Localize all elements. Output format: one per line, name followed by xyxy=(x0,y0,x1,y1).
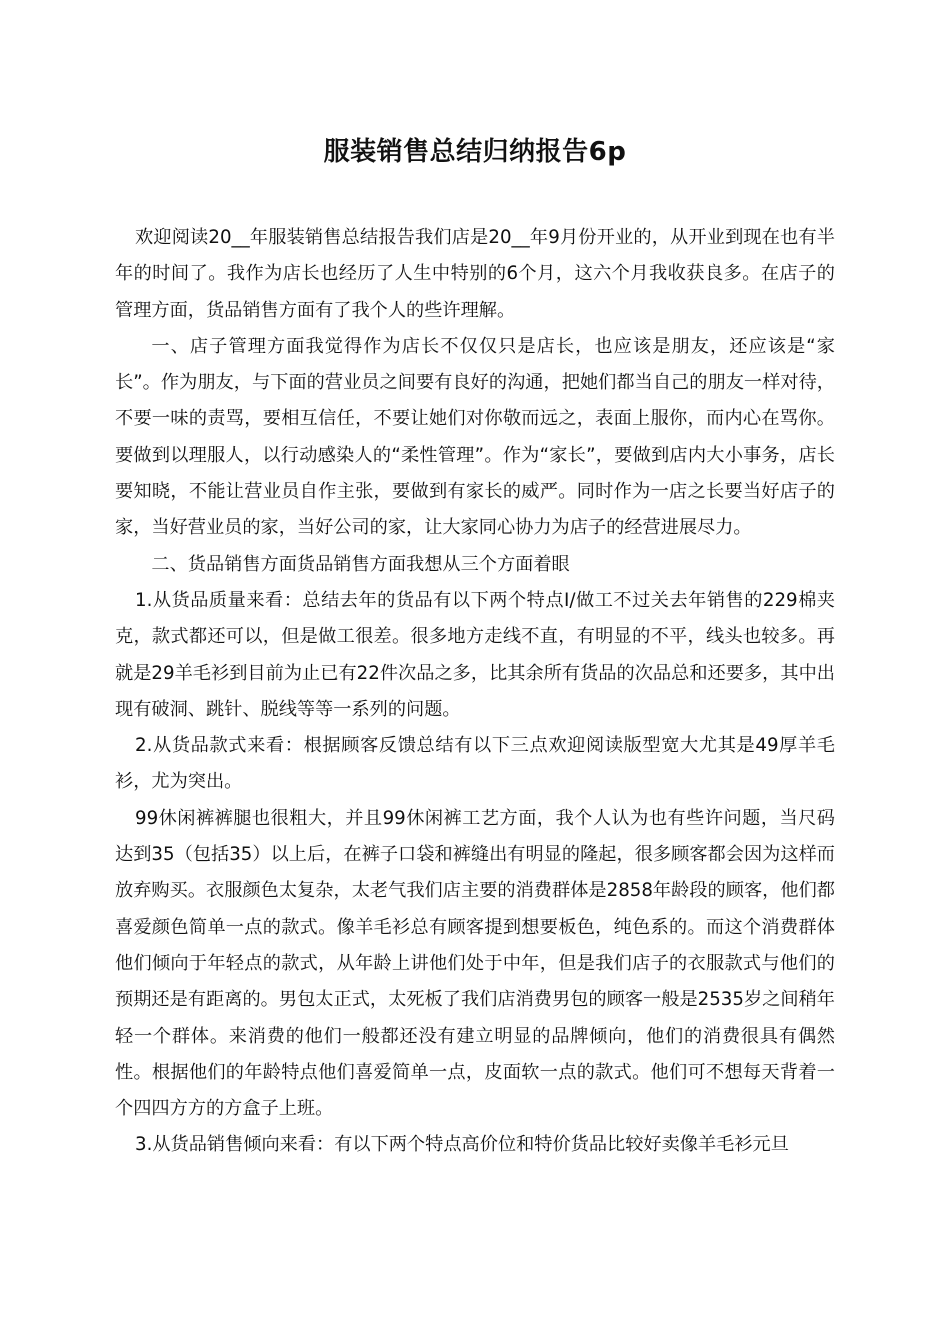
paragraph-store-management: 一、店子管理方面我觉得作为店长不仅仅只是店长，也应该是朋友，还应该是“家长”。作为朋友，与下面的营业员之间要有良好的沟通，把她们都当自己的朋友一样对待，不要一味的责骂，要相互信任，不要让她们对你敬而远之，表面上服你，而内心在骂你。要做到以理服人，以行动感染人的“柔性管理”。作为“家长”，要做到店内大小事务，店长要知晓，不能让营业员自作主张，要做到有家长的威严。同时作为一店之长要当好店子的家，当好营业员的家，当好公司的家，让大家同心协力为店子的经营进展尽力。 xyxy=(115,335,835,539)
paragraph-quality: 1.从货品质量来看：总结去年的货品有以下两个特点I/做工不过关去年销售的229棉夹克，款式都还可以，但是做工很差。很多地方走线不直，有明显的不平，线头也较多。再就是29羊毛衫到目前为止已有22件次品之多，比其余所有货品的次品总和还要多，其中出现有破洞、跳针、脱线等等一系列的问题。 xyxy=(115,589,835,720)
paragraph-trousers: 99休闲裤裤腿也很粗大，并且99休闲裤工艺方面，我个人认为也有些许问题，当尺码达到35（包括35）以上后，在裤子口袋和裤缝出有明显的隆起，很多顾客都会因为这样而放弃购买。衣服颜色太复杂，太老气我们店主要的消费群体是2858年龄段的顾客，他们都喜爱颜色简单一点的款式。像羊毛衫总有顾客提到想要板色，纯色系的。而这个消费群体他们倾向于年轻点的款式，从年龄上讲他们处于中年，但是我们店子的衣服款式与他们的预期还是有距离的。男包太正式，太死板了我们店消费男包的顾客一般是2535岁之间稍年轻一个群体。来消费的他们一般都还没有建立明显的品牌倾向，他们的消费很具有偶然性。根据他们的年龄特点他们喜爱简单一点，皮面软一点的款式。他们可不想每天背着一个四四方方的方盒子上班。 xyxy=(115,807,835,1120)
document-body xyxy=(115,220,835,1164)
paragraph-sales-heading: 二、货品销售方面货品销售方面我想从三个方面着眼 xyxy=(151,553,570,575)
document-title: 服装销售总结归纳报告6p xyxy=(323,137,627,167)
paragraph-style: 2.从货品款式来看：根据顾客反馈总结有以下三点欢迎阅读版型宽大尤其是49厚羊毛衫，尤为突出。 xyxy=(115,735,835,793)
paragraph-intro: 欢迎阅读20__年服装销售总结报告我们店是20__年9月份开业的，从开业到现在也有半年的时间了。我作为店长也经历了人生中特别的6个月，这六个月我收获良多。在店子的管理方面，货品销售方面有了我个人的些许理解。 xyxy=(115,227,835,321)
paragraph-sales-trend: 3.从货品销售倾向来看：有以下两个特点高价位和特价货品比较好卖像羊毛衫元旦 xyxy=(135,1134,789,1156)
